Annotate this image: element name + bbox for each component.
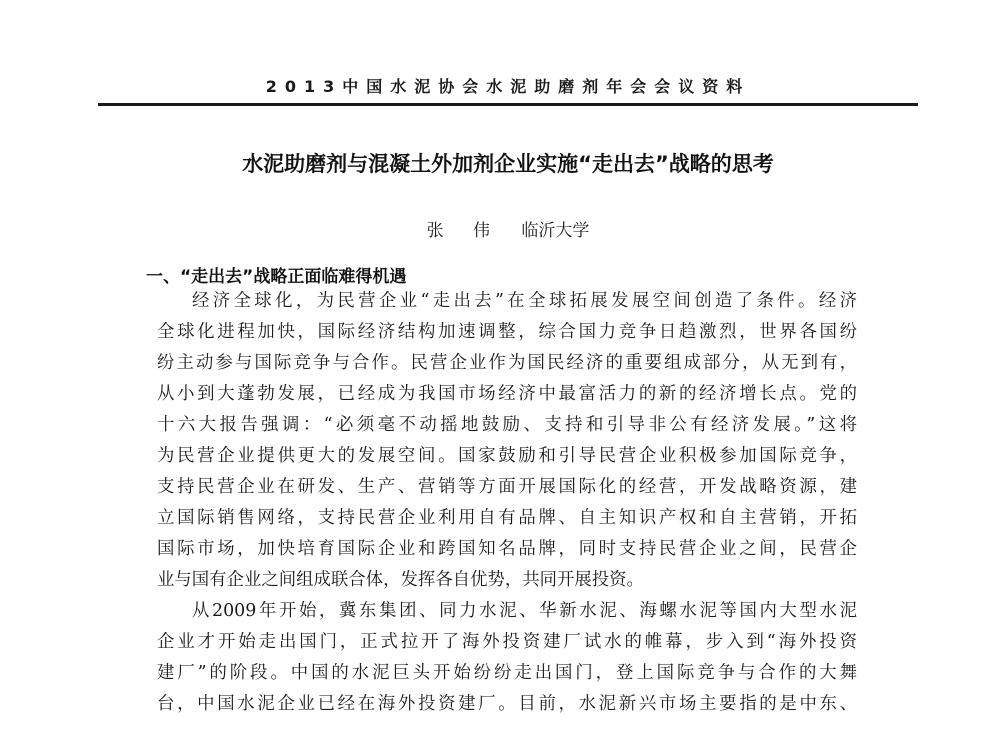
paragraph-line: 从小到大蓬勃发展，已经成为我国市场经济中最富活力的新的经济增长点。党的: [157, 384, 857, 404]
paragraph-line: 从2009年开始，冀东集团、同力水泥、华新水泥、海螺水泥等国内大型水泥: [192, 601, 857, 621]
article-title: 水泥助磨剂与混凝土外加剂企业实施“走出去”战略的思考: [242, 152, 774, 176]
author-name: 张 伟: [426, 221, 502, 241]
paragraph-line: 全球化进程加快，国际经济结构加速调整，综合国力竞争日趋激烈，世界各国纷: [157, 322, 857, 342]
author-line: [98, 216, 918, 241]
paragraph-1: [157, 286, 857, 596]
paragraph-line: 支持民营企业在研发、生产、营销等方面开展国际化的经营，开发战略资源，建: [157, 477, 857, 497]
author-affiliation: 临沂大学: [521, 221, 590, 241]
paragraph-line: 立国际销售网络，支持民营企业利用自有品牌、自主知识产权和自主营销，开拓: [157, 508, 857, 528]
paragraph-line: 国际市场，加快培育国际企业和跨国知名品牌，同时支持民营企业之间，民营企: [157, 539, 857, 559]
header-rule: [98, 103, 918, 106]
paragraph-line: 建厂”的阶段。中国的水泥巨头开始纷纷走出国门，登上国际竞争与合作的大舞: [157, 663, 857, 683]
paragraph-line: 为民营企业提供更大的发展空间。国家鼓励和引导民营企业积极参加国际竞争，: [157, 446, 857, 466]
paragraph-2: [157, 596, 857, 720]
paragraph-line: 十六大报告强调：“必须毫不动摇地鼓励、支持和引导非公有经济发展。”这将: [157, 415, 857, 435]
paragraph-line: 纷主动参与国际竞争与合作。民营企业作为国民经济的重要组成部分，从无到有，: [157, 353, 857, 373]
paragraph-line: 业与国有企业之间组成联合体，发挥各自优势，共同开展投资。: [157, 570, 644, 590]
paragraph-line: 企业才开始走出国门，正式拉开了海外投资建厂试水的帷幕，步入到“海外投资: [157, 632, 857, 652]
section-heading: 一、“走出去”战略正面临难得机遇: [146, 267, 407, 287]
running-header: 2013中国水泥协会水泥助磨剂年会会议资料: [265, 77, 751, 96]
paragraph-line: 台，中国水泥企业已经在海外投资建厂。目前，水泥新兴市场主要指的是中东、: [157, 694, 857, 714]
paragraph-line: 经济全球化，为民营企业“走出去”在全球拓展发展空间创造了条件。经济: [192, 291, 857, 311]
